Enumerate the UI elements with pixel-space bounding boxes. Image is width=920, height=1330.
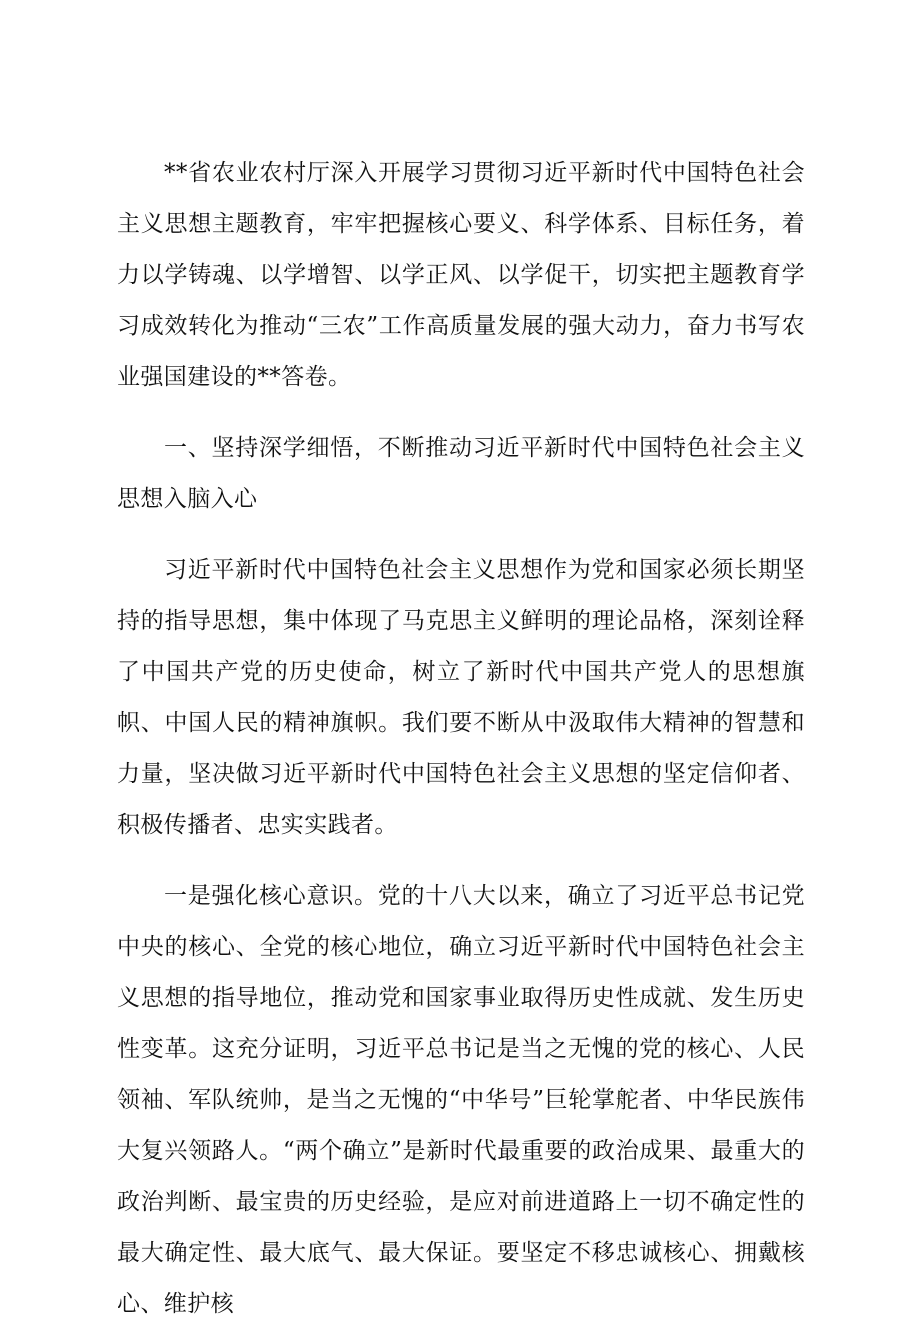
body-paragraph-1: 习近平新时代中国特色社会主义思想作为党和国家必须长期坚持的指导思想，集中体现了马克思主义鲜明的理论品格，深刻诠释了中国共产党的历史使命，树立了新时代中国共产党人的思想旗帜、中国人民的精神旗帜。我们要不断从中汲取伟大精神的智慧和力量，坚决做习近平新时代中国特色社会主义思想的坚定信仰者、积极传播者、忠实实践者。 [117, 557, 805, 838]
intro-paragraph: **省农业农村厅深入开展学习贯彻习近平新时代中国特色社会主义思想主题教育，牢牢把握核心要义、科学体系、目标任务，着力以学铸魂、以学增智、以学正风、以学促干，切实把主题教育学习成效转化为推动“三农”工作高质量发展的强大动力，奋力书写农业强国建设的**答卷。 [117, 160, 805, 390]
section-heading-1: 一、坚持深学细悟，不断推动习近平新时代中国特色社会主义思想入脑入心 [117, 435, 805, 512]
document-body [117, 148, 805, 1330]
body-paragraph-2: 一是强化核心意识。党的十八大以来，确立了习近平总书记党中央的核心、全党的核心地位，确立习近平新时代中国特色社会主义思想的指导地位，推动党和国家事业取得历史性成就、发生历史性变革。这充分证明，习近平总书记是当之无愧的党的核心、人民领袖、军队统帅，是当之无愧的“中华号”巨轮掌舵者、中华民族伟大复兴领路人。“两个确立”是新时代最重要的政治成果、最重大的政治判断、最宝贵的历史经验，是应对前进道路上一切不确定性的最大确定性、最大底气、最大保证。要坚定不移忠诚核心、拥戴核心、维护核 [117, 883, 805, 1317]
